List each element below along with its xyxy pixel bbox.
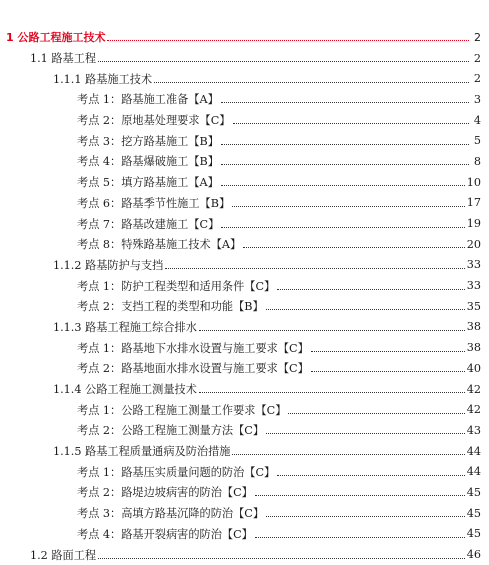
toc-entry-title: 1.1.2 路基防护与支挡 bbox=[53, 258, 164, 272]
dot-leader bbox=[221, 184, 465, 186]
toc-entry-title: 考点 1：路基地下水排水设置与施工要求【C】 bbox=[77, 341, 309, 355]
toc-topic-entry[interactable] bbox=[0, 275, 489, 296]
toc-entry-title: 1 公路工程施工技术 bbox=[6, 31, 106, 45]
dot-leader bbox=[311, 370, 465, 372]
toc-page-number: 2 bbox=[474, 30, 481, 44]
dot-leader bbox=[243, 246, 465, 248]
toc-entry-title: 考点 2：原地基处理要求【C】 bbox=[77, 114, 231, 128]
toc-section-entry[interactable] bbox=[0, 48, 489, 69]
dot-leader bbox=[255, 494, 465, 496]
toc-entry-title: 考点 7：路基改建施工【C】 bbox=[77, 217, 220, 231]
toc-entry-title: 考点 2：公路工程施工测量方法【C】 bbox=[77, 424, 265, 438]
dot-leader bbox=[221, 143, 469, 145]
toc-subsection-entry[interactable] bbox=[0, 379, 489, 400]
toc-subsection-entry[interactable] bbox=[0, 68, 489, 89]
toc-page-number: 20 bbox=[466, 237, 481, 251]
toc-topic-entry[interactable] bbox=[0, 296, 489, 317]
toc-page-number: 40 bbox=[466, 361, 481, 375]
toc-page-number: 45 bbox=[466, 506, 481, 520]
toc-page-number: 5 bbox=[473, 134, 481, 148]
toc-entry-title: 考点 1：路基压实质量问题的防治【C】 bbox=[77, 465, 276, 479]
toc-page-number: 8 bbox=[473, 154, 481, 168]
toc-entry-title: 考点 1：路基施工准备【A】 bbox=[77, 93, 219, 107]
dot-leader bbox=[199, 329, 465, 331]
dot-leader bbox=[199, 391, 465, 393]
toc-entry-title: 1.1.3 路基工程施工综合排水 bbox=[53, 320, 197, 334]
dot-leader bbox=[288, 412, 464, 414]
dot-leader bbox=[277, 474, 465, 476]
toc-topic-entry[interactable] bbox=[0, 151, 489, 172]
toc-page-number: 2 bbox=[473, 51, 481, 65]
toc-page-number: 44 bbox=[466, 444, 481, 458]
toc-topic-entry[interactable] bbox=[0, 172, 489, 193]
toc-page-number: 33 bbox=[466, 279, 481, 293]
toc-entry-title: 考点 3：高填方路基沉降的防治【C】 bbox=[77, 507, 265, 521]
toc-topic-entry[interactable] bbox=[0, 110, 489, 131]
dot-leader bbox=[266, 515, 465, 517]
toc-topic-entry[interactable] bbox=[0, 420, 489, 441]
dot-leader bbox=[232, 453, 464, 455]
toc-entry-title: 考点 4：路基爆破施工【B】 bbox=[77, 155, 219, 169]
toc-entry-title: 考点 5：填方路基施工【A】 bbox=[77, 176, 219, 190]
toc-subsection-entry[interactable] bbox=[0, 255, 489, 276]
toc-topic-entry[interactable] bbox=[0, 482, 489, 503]
toc-subsection-entry[interactable] bbox=[0, 441, 489, 462]
toc-page-number: 4 bbox=[473, 113, 481, 127]
toc-page-number: 46 bbox=[466, 548, 481, 562]
toc-topic-entry[interactable] bbox=[0, 503, 489, 524]
toc-topic-entry[interactable] bbox=[0, 399, 489, 420]
toc-section-entry[interactable] bbox=[0, 544, 489, 565]
dot-leader bbox=[232, 205, 465, 207]
toc-page-number: 17 bbox=[466, 196, 481, 210]
toc-page-number: 10 bbox=[466, 175, 481, 189]
dot-leader bbox=[311, 350, 465, 352]
toc-entry-title: 考点 2：路堤边坡病害的防治【C】 bbox=[77, 486, 253, 500]
toc-topic-entry[interactable] bbox=[0, 461, 489, 482]
toc-entry-title: 1.1.1 路基施工技术 bbox=[53, 72, 153, 86]
dot-leader bbox=[255, 536, 465, 538]
toc-entry-title: 考点 6：路基季节性施工【B】 bbox=[77, 196, 231, 210]
toc-entry-title: 1.1 路基工程 bbox=[30, 52, 97, 66]
toc-page-number: 42 bbox=[466, 403, 481, 417]
toc-page-number: 42 bbox=[466, 382, 481, 396]
toc-topic-entry[interactable] bbox=[0, 358, 489, 379]
toc-page-number: 38 bbox=[466, 341, 481, 355]
dot-leader bbox=[233, 122, 470, 124]
toc-page-number: 2 bbox=[473, 72, 481, 86]
dot-leader bbox=[98, 557, 465, 559]
dot-leader bbox=[221, 101, 469, 103]
toc-entry-title: 1.2 路面工程 bbox=[30, 548, 97, 562]
toc-topic-entry[interactable] bbox=[0, 337, 489, 358]
toc-entry-title: 考点 1：防护工程类型和适用条件【C】 bbox=[77, 279, 276, 293]
dot-leader bbox=[165, 267, 464, 269]
toc-page-number: 45 bbox=[466, 485, 481, 499]
toc-topic-entry[interactable] bbox=[0, 193, 489, 214]
toc-entry-title: 考点 4：路基开裂病害的防治【C】 bbox=[77, 527, 253, 541]
toc-chapter-entry[interactable] bbox=[0, 27, 489, 48]
dot-leader bbox=[266, 432, 465, 434]
toc-entry-title: 考点 2：路基地面水排水设置与施工要求【C】 bbox=[77, 362, 309, 376]
toc-page-number: 19 bbox=[466, 217, 481, 231]
toc-page-number: 33 bbox=[466, 258, 481, 272]
dot-leader bbox=[221, 163, 469, 165]
dot-leader bbox=[221, 226, 464, 228]
toc-page-number: 44 bbox=[466, 465, 481, 479]
toc-page-number: 45 bbox=[466, 527, 481, 541]
toc-entry-title: 考点 3：挖方路基施工【B】 bbox=[77, 134, 219, 148]
toc-page-number: 35 bbox=[466, 299, 481, 313]
dot-leader bbox=[277, 288, 465, 290]
dot-leader bbox=[98, 60, 469, 62]
toc-entry-title: 1.1.5 路基工程质量通病及防治措施 bbox=[53, 445, 231, 459]
toc-topic-entry[interactable] bbox=[0, 89, 489, 110]
table-of-contents bbox=[0, 27, 489, 565]
toc-subsection-entry[interactable] bbox=[0, 317, 489, 338]
toc-topic-entry[interactable] bbox=[0, 213, 489, 234]
toc-entry-title: 考点 1：公路工程施工测量工作要求【C】 bbox=[77, 403, 287, 417]
toc-page-number: 3 bbox=[473, 92, 481, 106]
dot-leader bbox=[107, 39, 469, 41]
toc-topic-entry[interactable] bbox=[0, 130, 489, 151]
toc-entry-title: 1.1.4 公路工程施工测量技术 bbox=[53, 383, 197, 397]
toc-entry-title: 考点 8：特殊路基施工技术【A】 bbox=[77, 238, 242, 252]
toc-topic-entry[interactable] bbox=[0, 524, 489, 545]
toc-entry-title: 考点 2：支挡工程的类型和功能【B】 bbox=[77, 300, 264, 314]
dot-leader bbox=[266, 308, 465, 310]
toc-topic-entry[interactable] bbox=[0, 234, 489, 255]
dot-leader bbox=[154, 81, 469, 83]
toc-page-number: 38 bbox=[466, 320, 481, 334]
toc-page-number: 43 bbox=[466, 423, 481, 437]
